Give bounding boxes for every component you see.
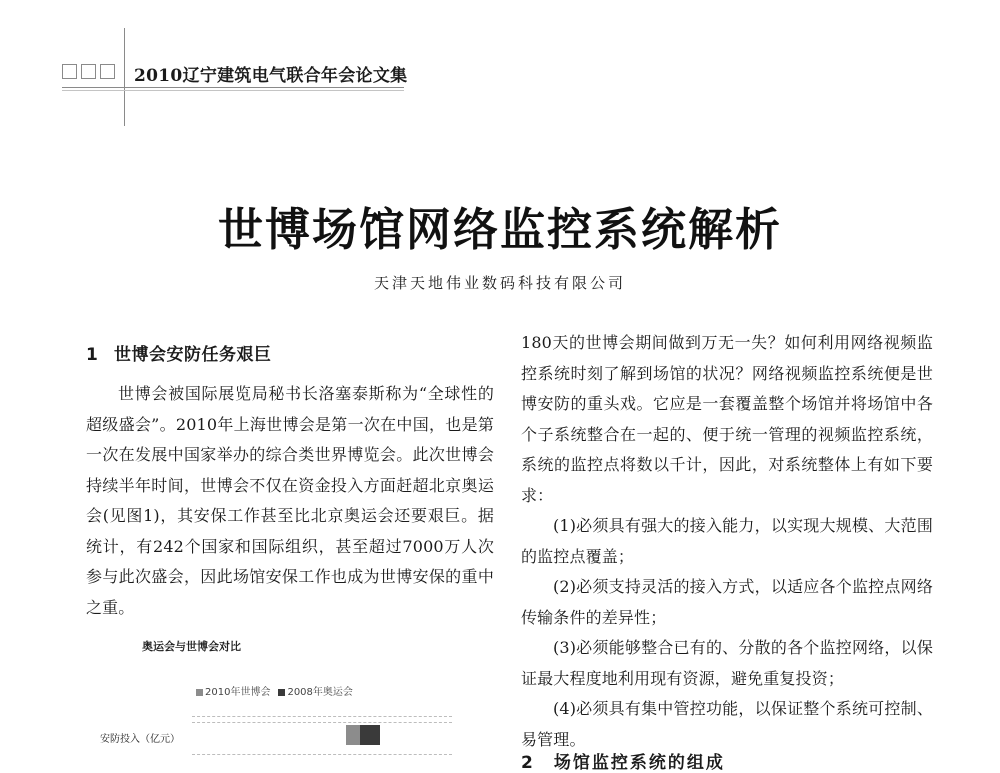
chart-legend <box>196 683 353 698</box>
header-horizontal-rule-thin <box>62 90 404 91</box>
header-box-icon <box>81 64 96 79</box>
continued-paragraph: 180天的世博会期间做到万无一失？如何利用网络视频监控系统时刻了解到场馆的状况？网络视频监控系统便是世博安防的重头戏。它应是一套覆盖整个场馆并将场馆中各个子系统整合在一起的、便于统一管理的视频监控系统，系统的监控点将数以千计，因此，对系统整体上有如下要求： <box>521 333 933 505</box>
requirement-item-2: (2)必须支持灵活的接入方式，以适应各个监控点网络传输条件的差异性； <box>521 577 933 627</box>
legend-swatch-expo <box>196 689 203 696</box>
chart-bar-olympics <box>360 725 380 745</box>
requirement-item-3: (3)必须能够整合已有的、分散的各个监控网络，以保证最大程度地利用现有资源，避免重复投资； <box>521 638 933 688</box>
chart-category-label: 安防投入（亿元） <box>100 734 180 745</box>
right-column <box>521 328 933 755</box>
section-1-number: 1 <box>86 345 99 365</box>
chart-title: 奥运会与世博会对比 <box>142 640 241 653</box>
header-decoration-boxes <box>62 64 115 79</box>
legend-item-olympics <box>278 683 352 698</box>
header-box-icon <box>100 64 115 79</box>
header-box-icon <box>62 64 77 79</box>
requirement-item-1: (1)必须具有强大的接入能力，以实现大规模、大范围的监控点覆盖； <box>521 516 933 566</box>
legend-label-olympics: 2008年奥运会 <box>287 687 353 698</box>
requirement-item-4: (4)必须具有集中管控功能，以保证整个系统可控制、易管理。 <box>521 699 933 749</box>
header-vertical-rule <box>124 28 125 126</box>
left-column <box>86 340 494 623</box>
chart-bar-expo <box>346 725 360 745</box>
running-header-title: 2010辽宁建筑电气联合年会论文集 <box>134 66 408 86</box>
chart-gridline <box>192 754 452 756</box>
figure-1-chart <box>96 632 476 759</box>
chart-gridline <box>192 716 452 718</box>
section-1-heading <box>86 340 494 365</box>
section-1-paragraph: 世博会被国际展览局秘书长洛塞泰斯称为“全球性的超级盛会”。2010年上海世博会是第一次在中国，也是第一次在发展中国家举办的综合类世界博览会。此次世博会持续半年时间，世博会不仅在资金投入方面赶超北京奥运会(见图1)，其安保工作甚至比北京奥运会还要艰巨。据统计，有242个国家和国际组织，甚至超过7000万人次参与此次盛会，因此场馆安保工作也成为世博安保的重中之重。 <box>86 384 494 617</box>
article-author: 天津天地伟业数码科技有限公司 <box>373 274 626 292</box>
legend-label-expo: 2010年世博会 <box>205 687 271 698</box>
legend-swatch-olympics <box>278 689 285 696</box>
article-title: 世博场馆网络监控系统解析 <box>217 203 782 256</box>
chart-gridline <box>192 722 452 724</box>
legend-item-expo <box>196 683 270 698</box>
section-1-title: 世博会安防任务艰巨 <box>114 345 272 365</box>
section-2-heading: 2 场馆监控系统的组成 <box>521 753 725 773</box>
header-horizontal-rule <box>62 87 404 88</box>
